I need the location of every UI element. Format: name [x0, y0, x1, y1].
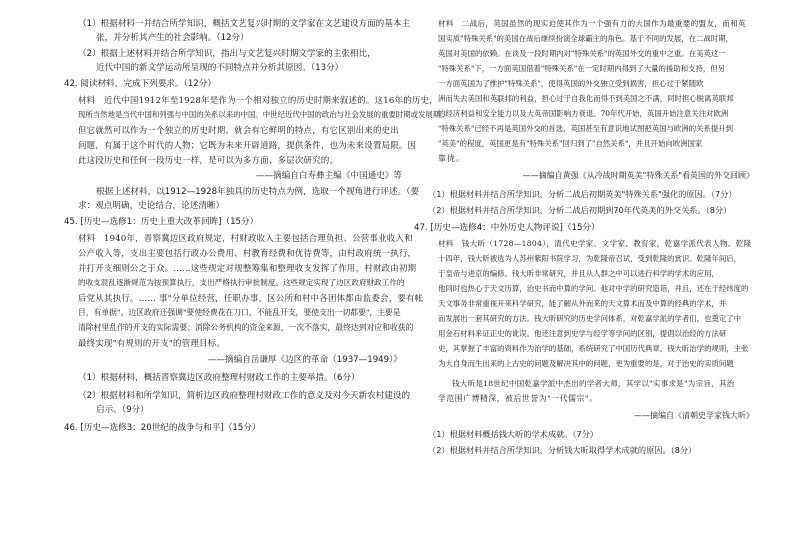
q45-material-line2: 公产收入等，支出主要包括行政办公费用、村教育经费和优待费等，由村政府统一执行，	[78, 248, 417, 258]
q42-source: ——摘编自白寿彝主编《中国通史》等	[255, 171, 402, 181]
q47-material-line7: 用金石材料来证正史的讹误。他还注意到史学与经学等学问的区别，提倡以治经的方法研	[438, 329, 727, 338]
q45-material-line8: 最终实现"有规则的开支"的管理目标。	[78, 338, 226, 348]
q41-sub1-line2: 张，并分析其产生的社会影响。（12分）	[96, 33, 249, 43]
q47-source: ——摘编自《清朝史学家钱大昕》	[634, 411, 754, 420]
q42-material-line4: 问题，有属于这个时代的人物；它既为未来开辟道路，提供条件，也为未来设置局限。因	[78, 140, 417, 150]
q47-material-line10: 钱大昕是18世纪中国乾嘉学派中杰出的学者大师，其学以"实事求是"为宗旨，其治	[452, 379, 735, 388]
q45-material-line5: 后党从其执行。…… 事"分单位经营，任职办事，区公所和村中各团体都由监委会，要有帐	[78, 293, 424, 303]
q46-title: 46. [历史—选修3：20世纪的战争与和平]（15分）	[64, 423, 261, 433]
q45-material-line6: 目，有单据"。边区政府还强调"要使经费花在刀口，不能乱开支，要使支出一切都要"，主要是	[78, 308, 401, 317]
q47-material-line9: 为大自身而生出来的上古史的问题及解决其中的问题，更为重要的是，对于治史的实质问题	[438, 359, 734, 368]
q47-sub2: （2）根据材料并结合所学知识，分析钱大昕取得学术成就的原因。（8分）	[428, 445, 697, 455]
q47-sub1: （1）根据材料概括钱大昕的学术成就。（7分）	[428, 429, 599, 439]
q47-title: 47. [历史—选修4：中外历史人物评说]（15分）	[414, 223, 600, 233]
q47-material-line8: 史，其掌握了丰富的资料作为治学的基础，系统研究了中国历代典章。钱大昕治学的规则，主张	[438, 344, 749, 353]
q46-material-line2: 国实质"特殊关系"的美国在战后继续扮演全球霸主的角色。基于不同的发展，在二战时期，	[438, 34, 734, 43]
q45-material-line3: 并打开支细则公之于众。……这些规定对规整筹集和整理收支发挥了作用，村财政由初期	[78, 263, 417, 273]
q45-title: 45. [历史—选修1：历史上重大改革回眸]（15分）	[64, 217, 259, 227]
q45-sub2-line2: 启示。（9分）	[96, 405, 149, 415]
q42-material-line5: 此这段历史和任何一段历史一样，是可以为多方面、多层次研究的。	[78, 155, 339, 165]
q46-sub2: （2）根据材料并结合所学知识，分析二战后初期到70年代英美的外交关系。（8分）	[428, 205, 732, 215]
q45-source: ——摘编自岳谦厚《边区的革命（1937—1949）》	[207, 355, 402, 365]
q47-material-line4: 他同时也热心于天文历算，治史书而中算的学问。他对中学的研究造诣，并且，还在于经纬度的	[438, 284, 749, 293]
q47-material-line11: 学范围广博精深，被后世誉为"一代儒宗"。	[438, 394, 598, 403]
q46-material-line7: 的经济利益和安全能力以及大英帝国影响力衰退。70年代开始，英国开始注意关注对欧洲	[438, 109, 729, 118]
q45-material-line1: 材料 1940年，晋察冀边区政府规定，村财政收入主要包括合理负担、公营事业收入和	[78, 233, 413, 243]
q46-source: ——摘编自黄强《从冷战时期英美"特殊关系"看英国的外交回顾》	[522, 171, 754, 180]
q46-material-line8: "特殊关系"已经不再是英国外交的首选，英国甚至有意识地试图把英国与欧洲的关系提升到	[438, 124, 734, 133]
q42-material-line2: 现所当然地是当代中国和列强与中国的关系以来的中国。中世纪近代中国的政治与社会发展的重要时期或发展期。	[78, 110, 448, 119]
q46-material-line4: "特殊关系"下，一方面英国借着"特殊关系"在一定时期内得到了大量的援助和支持，但另	[438, 64, 726, 73]
q46-sub1: （1）根据材料并结合所学知识，分析二战后初期英美"特殊关系"强化的原因。（7分）	[428, 189, 737, 199]
q42-material-line1: 材料 近代中国1912年至1928年是作为一个相对独立的历史时期来叙述的。这16年的历史，	[78, 95, 438, 105]
q46-material-line10: 靠拢。	[438, 154, 465, 163]
q47-material-line2: 十四年，钱大昕被选为人苏州紫阳书院学习，为乾隆帝召试，受到乾隆的赏识。乾隆年间后，	[438, 254, 742, 263]
q47-material-line3: 于皇帝与进京的编修。钱大昕非常研究，并且从人群之中可以进行科学的学术的应用，	[438, 269, 719, 278]
q41-sub2-line2: 近代中国的新文学运动所呈现的不同特点并分析其原因。（13分）	[96, 63, 344, 73]
q47-material-line1: 材料 钱大昕（1728—1804），清代史学家、文学家、教育家，乾嘉学派代表人物。乾隆	[438, 239, 752, 248]
q42-title: 42. 阅读材料，完成下列要求。（12分）	[64, 79, 216, 89]
q46-material-line9: "英美"的程度，英国更是有"特殊关系"回归到了"自然关系"，并且开始向欧洲国家	[438, 139, 703, 148]
q41-sub1-line1: （1）根据材料一并结合所学知识，概括文艺复兴时期的文学家在文艺建设方面的基本主	[78, 19, 411, 29]
q47-material-line6: 而发展出一套其研究的方法。钱大昕研究的历史学问体系，对乾嘉学派的学者们，也奠定了中	[438, 314, 742, 323]
q46-material-line6: 洲而失去美国和英联邦的利益，担心过于自我化而得不到美国之不满，同时担心脱离英联邦	[438, 94, 734, 103]
q41-sub2-line1: （2）根据上述材料并结合所学知识，指出与文艺复兴时期文学家的主张相比，	[78, 49, 376, 59]
q45-sub2-line1: （2）根据材料和所学知识，简析边区政府整理村财政工作的意义及对今天新农村建设的	[78, 391, 411, 401]
q45-sub1: （1）根据材料，概括晋察冀边区政府整理村财政工作的主要举措。（6分）	[78, 373, 360, 383]
q46-material-line5: 一方面英国为了维护"特殊关系"，使得英国的外交独立受到损害，担心过于紧随欧	[438, 79, 704, 88]
q42-requirement-line2: 求：观点明确，史论结合，论述清晰）	[78, 201, 225, 211]
q47-material-line5: 天文事务非常重视开来科学研究，能了解从外而来的天文算术而及中算的经典的学术，并	[438, 299, 727, 308]
q42-material-line3: 但它就然可以作为一个独立的历史时期。就会有它鲜明的特点，有它区别出来的史出	[78, 125, 399, 135]
q46-material-line3: 英国对美国的依赖。在谈及一段时期内对"特殊关系"的英国外交的重中之重。在美英这一	[438, 49, 726, 58]
q45-material-line7: 清除村里乱作的开支的实际需要；消除公务机构的资金来源，一次不落实，最终达到对应和收获的	[78, 323, 414, 332]
q45-material-line4: 的收支混乱逐渐规范为按预算执行，支出严格执行审批制度。这些规定实现了边区政府财政工作的	[78, 278, 405, 287]
q46-material-line1: 材料 二战后，英国虽然的现实迫使其作为一个强有力的大国作为最重要的盟友，而和英	[438, 19, 746, 28]
q42-requirement-line1: 根据上述材料，以1912—1928年独具的历史特点为例，选取一个视角进行评述。（要	[96, 187, 420, 197]
